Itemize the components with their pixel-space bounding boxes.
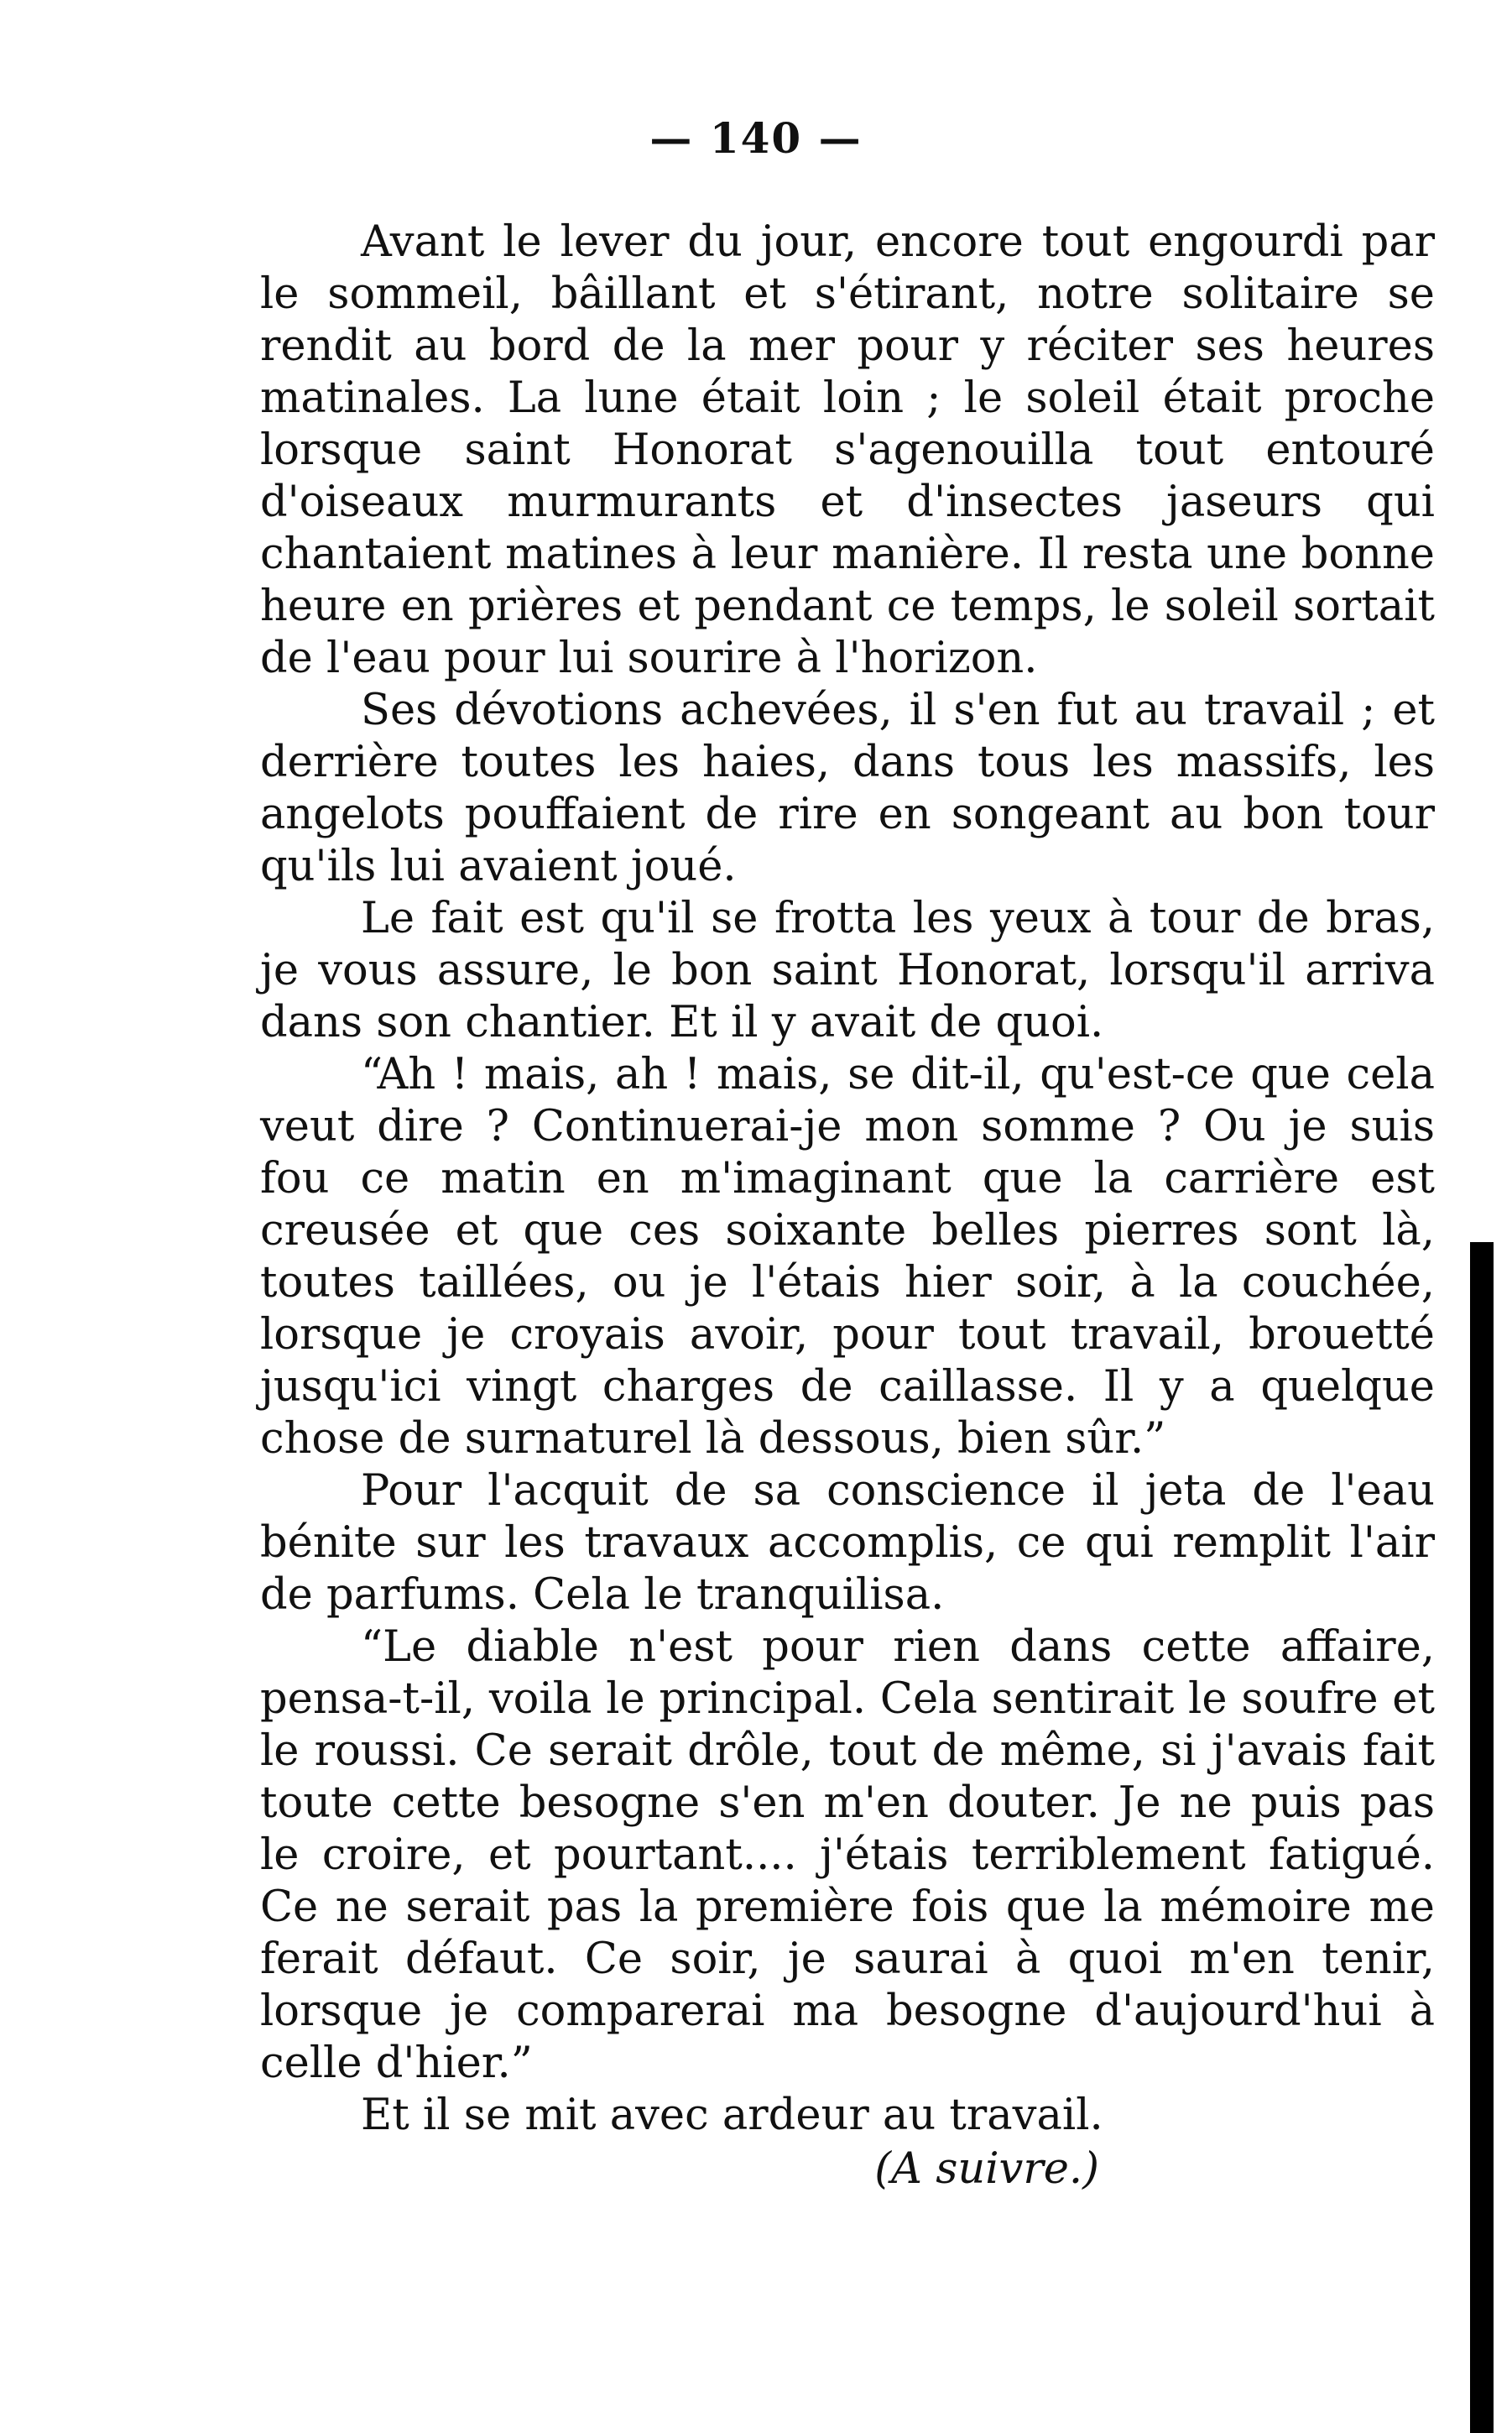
to-be-continued: (A suivre.) bbox=[874, 2144, 1099, 2194]
paragraph-6: “Le diable n'est pour rien dans cette affaire, pensa-t-il, voila le principal. Cela sentirait le soufre et le roussi. Ce serait drôle, tout de même, si j'avais fait toute cette besogne s'en m'en douter. Je ne puis pas le croire, et pourtant.... j'étais terriblement fatigué. Ce ne serait pas la première fois que la mémoire me ferait défaut. Ce soir, je saurai à quoi m'en tenir, lorsque je comparerai ma besogne d'aujourd'hui à celle d'hier.” bbox=[260, 1622, 1435, 2088]
page-edge-shadow bbox=[1470, 1242, 1494, 2433]
paragraph-5: Pour l'acquit de sa conscience il jeta de l'eau bénite sur les travaux accomplis, ce qui remplit l'air de parfums. Cela le tranquilisa. bbox=[260, 1466, 1435, 1620]
paragraph-2: Ses dévotions achevées, il s'en fut au travail ; et derrière toutes les haies, dans tous les massifs, les angelots pouffaient de rire en songeant au bon tour qu'ils lui avaient joué. bbox=[260, 686, 1435, 891]
body-text bbox=[260, 217, 1435, 2195]
paragraph-7: Et il se mit avec ardeur au travail. bbox=[361, 2091, 1103, 2140]
paragraph-1: Avant le lever du jour, encore tout engourdi par le sommeil, bâillant et s'étirant, notre solitaire se rendit au bord de la mer pour y réciter ses heures matinales. La lune était loin ; le soleil était proche lorsque saint Honorat s'agenouilla tout entouré d'oiseaux murmurants et d'insectes jaseurs qui chantaient matines à leur manière. Il resta une bonne heure en prières et pendant ce temps, le soleil sortait de l'eau pour lui sourire à l'horizon. bbox=[260, 217, 1435, 683]
paragraph-4: “Ah ! mais, ah ! mais, se dit-il, qu'est-ce que cela veut dire ? Continuerai-je mon somme ? Ou je suis fou ce matin en m'imaginant que la carrière est creusée et que ces soixante belles pierres sont là, toutes taillées, ou je l'étais hier soir, à la couchée, lorsque je croyais avoir, pour tout travail, brouetté jusqu'ici vingt charges de caillasse. Il y a quelque chose de surnaturel là dessous, bien sûr.” bbox=[260, 1050, 1435, 1464]
paragraph-3: Le fait est qu'il se frotta les yeux à tour de bras, je vous assure, le bon saint Honorat, lorsqu'il arriva dans son chantier. Et il y avait de quoi. bbox=[260, 894, 1435, 1047]
page-number: — 140 — bbox=[649, 113, 863, 163]
